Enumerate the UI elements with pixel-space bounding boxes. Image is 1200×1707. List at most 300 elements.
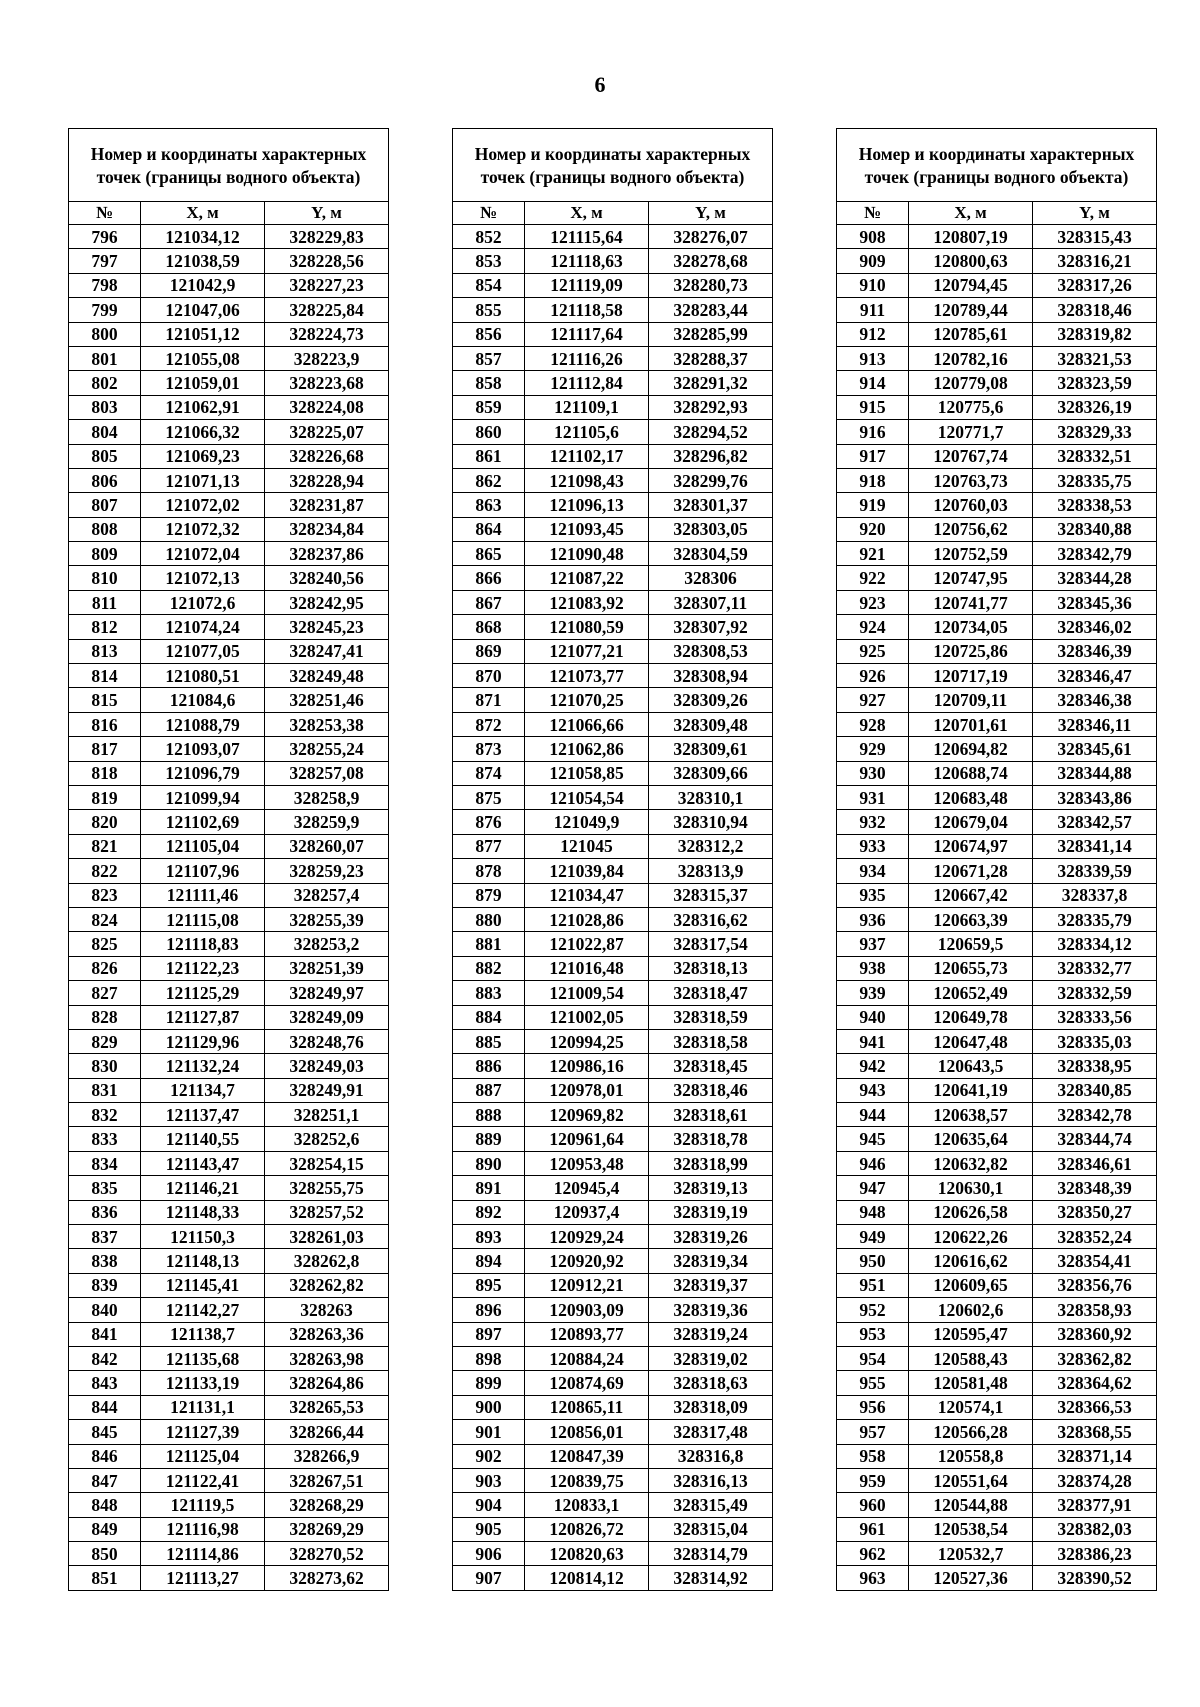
point-number-cell: 912	[837, 322, 909, 346]
table-row	[69, 615, 389, 639]
x-coordinate-cell: 120671,28	[909, 859, 1033, 883]
x-coordinate-cell: 120616,62	[909, 1249, 1033, 1273]
x-coordinate-cell: 121145,41	[141, 1273, 265, 1297]
point-number-cell: 845	[69, 1420, 141, 1444]
y-coordinate-cell: 328318,63	[649, 1371, 773, 1395]
table-row	[453, 1176, 773, 1200]
y-coordinate-cell: 328312,2	[649, 834, 773, 858]
x-coordinate-cell: 120884,24	[525, 1346, 649, 1370]
x-coordinate-cell: 121028,86	[525, 907, 649, 931]
y-coordinate-cell: 328225,84	[265, 298, 389, 322]
table-row	[837, 1273, 1157, 1297]
x-coordinate-cell: 121047,06	[141, 298, 265, 322]
y-coordinate-cell: 328255,24	[265, 737, 389, 761]
x-coordinate-cell: 121045	[525, 834, 649, 858]
y-coordinate-cell: 328308,53	[649, 639, 773, 663]
x-coordinate-cell: 121131,1	[141, 1395, 265, 1419]
point-number-cell: 949	[837, 1225, 909, 1249]
x-coordinate-cell: 121127,39	[141, 1420, 265, 1444]
x-coordinate-cell: 121099,94	[141, 785, 265, 809]
table-row	[69, 1566, 389, 1590]
table-row	[837, 932, 1157, 956]
x-coordinate-cell: 121140,55	[141, 1127, 265, 1151]
table-row	[837, 1029, 1157, 1053]
point-number-cell: 922	[837, 566, 909, 590]
table-row	[69, 639, 389, 663]
x-coordinate-cell: 120953,48	[525, 1151, 649, 1175]
y-coordinate-cell: 328225,07	[265, 420, 389, 444]
point-number-cell: 921	[837, 542, 909, 566]
table-row	[69, 1127, 389, 1151]
x-coordinate-cell: 121102,69	[141, 810, 265, 834]
table-row	[837, 712, 1157, 736]
x-coordinate-cell: 121069,23	[141, 444, 265, 468]
y-coordinate-cell: 328345,61	[1033, 737, 1157, 761]
x-coordinate-cell: 121072,02	[141, 493, 265, 517]
x-coordinate-cell: 120532,7	[909, 1542, 1033, 1566]
coordinates-table-2	[452, 128, 773, 1591]
x-coordinate-cell: 121146,21	[141, 1176, 265, 1200]
y-coordinate-cell: 328291,32	[649, 371, 773, 395]
y-coordinate-cell: 328313,9	[649, 859, 773, 883]
table-body	[453, 225, 773, 1591]
x-coordinate-cell: 120688,74	[909, 761, 1033, 785]
table-row	[837, 883, 1157, 907]
table-row	[453, 225, 773, 249]
point-number-cell: 939	[837, 981, 909, 1005]
x-coordinate-cell: 120937,4	[525, 1200, 649, 1224]
y-coordinate-cell: 328318,09	[649, 1395, 773, 1419]
y-coordinate-cell: 328332,59	[1033, 981, 1157, 1005]
x-coordinate-cell: 120833,1	[525, 1493, 649, 1517]
point-number-cell: 808	[69, 517, 141, 541]
point-number-cell: 882	[453, 956, 525, 980]
x-coordinate-cell: 120839,75	[525, 1468, 649, 1492]
table-row	[837, 1468, 1157, 1492]
y-coordinate-cell: 328259,23	[265, 859, 389, 883]
y-coordinate-cell: 328276,07	[649, 225, 773, 249]
table-row	[453, 1200, 773, 1224]
x-coordinate-cell: 121042,9	[141, 273, 265, 297]
point-number-cell: 948	[837, 1200, 909, 1224]
point-number-cell: 880	[453, 907, 525, 931]
table-row	[69, 1029, 389, 1053]
point-number-cell: 897	[453, 1322, 525, 1346]
x-coordinate-cell: 120820,63	[525, 1542, 649, 1566]
point-number-cell: 913	[837, 346, 909, 370]
point-number-cell: 954	[837, 1346, 909, 1370]
table-row	[837, 1395, 1157, 1419]
point-number-cell: 943	[837, 1078, 909, 1102]
point-number-cell: 885	[453, 1029, 525, 1053]
point-number-cell: 893	[453, 1225, 525, 1249]
y-coordinate-cell: 328237,86	[265, 542, 389, 566]
y-coordinate-cell: 328253,38	[265, 712, 389, 736]
x-coordinate-cell: 120789,44	[909, 298, 1033, 322]
x-coordinate-cell: 121118,58	[525, 298, 649, 322]
table-row	[69, 907, 389, 931]
x-coordinate-cell: 120771,7	[909, 420, 1033, 444]
table-row	[453, 1468, 773, 1492]
point-number-cell: 799	[69, 298, 141, 322]
table-row	[69, 1151, 389, 1175]
table-row	[453, 1273, 773, 1297]
point-number-cell: 908	[837, 225, 909, 249]
table-row	[69, 956, 389, 980]
x-coordinate-cell: 120527,36	[909, 1566, 1033, 1590]
point-number-cell: 821	[69, 834, 141, 858]
table-row	[69, 932, 389, 956]
point-number-cell: 852	[453, 225, 525, 249]
table-row	[69, 1176, 389, 1200]
y-coordinate-cell: 328318,13	[649, 956, 773, 980]
x-coordinate-cell: 121058,85	[525, 761, 649, 785]
table-row	[69, 712, 389, 736]
table-row	[453, 810, 773, 834]
y-coordinate-cell: 328346,02	[1033, 615, 1157, 639]
point-number-cell: 823	[69, 883, 141, 907]
point-number-cell: 927	[837, 688, 909, 712]
x-coordinate-cell: 121133,19	[141, 1371, 265, 1395]
point-number-cell: 887	[453, 1078, 525, 1102]
x-coordinate-cell: 120647,48	[909, 1029, 1033, 1053]
y-coordinate-cell: 328333,56	[1033, 1005, 1157, 1029]
table-row	[453, 932, 773, 956]
x-coordinate-cell: 121119,09	[525, 273, 649, 297]
y-coordinate-cell: 328249,91	[265, 1078, 389, 1102]
y-coordinate-cell: 328337,8	[1033, 883, 1157, 907]
point-number-cell: 928	[837, 712, 909, 736]
x-coordinate-cell: 120814,12	[525, 1566, 649, 1590]
table-row	[837, 517, 1157, 541]
point-number-cell: 942	[837, 1054, 909, 1078]
point-number-cell: 824	[69, 907, 141, 931]
point-number-cell: 950	[837, 1249, 909, 1273]
x-coordinate-cell: 120632,82	[909, 1151, 1033, 1175]
table-row	[69, 1078, 389, 1102]
y-coordinate-cell: 328249,03	[265, 1054, 389, 1078]
point-number-cell: 833	[69, 1127, 141, 1151]
table-row	[453, 1298, 773, 1322]
y-coordinate-cell: 328352,24	[1033, 1225, 1157, 1249]
y-coordinate-cell: 328321,53	[1033, 346, 1157, 370]
point-number-cell: 815	[69, 688, 141, 712]
x-coordinate-cell: 120558,8	[909, 1444, 1033, 1468]
y-coordinate-cell: 328332,51	[1033, 444, 1157, 468]
table-row	[69, 273, 389, 297]
y-coordinate-cell: 328319,34	[649, 1249, 773, 1273]
x-coordinate-cell: 121102,17	[525, 444, 649, 468]
x-coordinate-cell: 121077,05	[141, 639, 265, 663]
table-row	[453, 1371, 773, 1395]
y-coordinate-cell: 328253,2	[265, 932, 389, 956]
x-coordinate-cell: 120800,63	[909, 249, 1033, 273]
y-coordinate-cell: 328346,61	[1033, 1151, 1157, 1175]
point-number-cell: 919	[837, 493, 909, 517]
x-coordinate-cell: 120701,61	[909, 712, 1033, 736]
table-row	[837, 1176, 1157, 1200]
point-number-cell: 941	[837, 1029, 909, 1053]
table-row	[69, 1493, 389, 1517]
point-number-cell: 958	[837, 1444, 909, 1468]
x-coordinate-cell: 121116,98	[141, 1517, 265, 1541]
point-number-cell: 853	[453, 249, 525, 273]
point-number-cell: 877	[453, 834, 525, 858]
table-row	[453, 371, 773, 395]
x-coordinate-cell: 121072,04	[141, 542, 265, 566]
y-coordinate-cell: 328314,92	[649, 1566, 773, 1590]
point-number-cell: 910	[837, 273, 909, 297]
y-coordinate-cell: 328382,03	[1033, 1517, 1157, 1541]
x-coordinate-cell: 121112,84	[525, 371, 649, 395]
y-coordinate-cell: 328308,94	[649, 664, 773, 688]
x-coordinate-cell: 120785,61	[909, 322, 1033, 346]
x-coordinate-cell: 121080,51	[141, 664, 265, 688]
table-row	[453, 322, 773, 346]
x-coordinate-cell: 121077,21	[525, 639, 649, 663]
table-row	[837, 1493, 1157, 1517]
point-number-cell: 961	[837, 1517, 909, 1541]
column-header-x: X, м	[909, 202, 1033, 225]
y-coordinate-cell: 328318,46	[649, 1078, 773, 1102]
y-coordinate-cell: 328254,15	[265, 1151, 389, 1175]
point-number-cell: 889	[453, 1127, 525, 1151]
x-coordinate-cell: 120779,08	[909, 371, 1033, 395]
table-row	[453, 1517, 773, 1541]
point-number-cell: 962	[837, 1542, 909, 1566]
table-row	[837, 1127, 1157, 1151]
table-row	[837, 346, 1157, 370]
point-number-cell: 906	[453, 1542, 525, 1566]
table-row	[837, 468, 1157, 492]
x-coordinate-cell: 121150,3	[141, 1225, 265, 1249]
x-coordinate-cell: 120667,42	[909, 883, 1033, 907]
x-coordinate-cell: 120643,5	[909, 1054, 1033, 1078]
x-coordinate-cell: 121111,46	[141, 883, 265, 907]
point-number-cell: 944	[837, 1103, 909, 1127]
table-row	[453, 542, 773, 566]
x-coordinate-cell: 120581,48	[909, 1371, 1033, 1395]
y-coordinate-cell: 328251,46	[265, 688, 389, 712]
point-number-cell: 866	[453, 566, 525, 590]
table-row	[837, 834, 1157, 858]
table-row	[837, 371, 1157, 395]
y-coordinate-cell: 328319,24	[649, 1322, 773, 1346]
x-coordinate-cell: 120655,73	[909, 956, 1033, 980]
table-header-title: Номер и координаты характерных точек (границы водного объекта)	[837, 129, 1157, 202]
y-coordinate-cell: 328342,57	[1033, 810, 1157, 834]
x-coordinate-cell: 120807,19	[909, 225, 1033, 249]
y-coordinate-cell: 328319,82	[1033, 322, 1157, 346]
x-coordinate-cell: 120538,54	[909, 1517, 1033, 1541]
table-row	[837, 444, 1157, 468]
point-number-cell: 801	[69, 346, 141, 370]
y-coordinate-cell: 328307,11	[649, 590, 773, 614]
table-row	[69, 1468, 389, 1492]
y-coordinate-cell: 328257,52	[265, 1200, 389, 1224]
point-number-cell: 848	[69, 1493, 141, 1517]
table-row	[453, 1078, 773, 1102]
y-coordinate-cell: 328341,14	[1033, 834, 1157, 858]
point-number-cell: 842	[69, 1346, 141, 1370]
point-number-cell: 851	[69, 1566, 141, 1590]
point-number-cell: 863	[453, 493, 525, 517]
x-coordinate-cell: 121066,32	[141, 420, 265, 444]
x-coordinate-cell: 120826,72	[525, 1517, 649, 1541]
point-number-cell: 837	[69, 1225, 141, 1249]
table-row	[453, 981, 773, 1005]
y-coordinate-cell: 328346,39	[1033, 639, 1157, 663]
point-number-cell: 850	[69, 1542, 141, 1566]
point-number-cell: 847	[69, 1468, 141, 1492]
y-coordinate-cell: 328319,26	[649, 1225, 773, 1249]
table-row	[837, 810, 1157, 834]
table-row	[69, 761, 389, 785]
y-coordinate-cell: 328386,23	[1033, 1542, 1157, 1566]
y-coordinate-cell: 328292,93	[649, 395, 773, 419]
column-header-y: Y, м	[1033, 202, 1157, 225]
y-coordinate-cell: 328315,04	[649, 1517, 773, 1541]
column-header-number: №	[837, 202, 909, 225]
table-row	[69, 1420, 389, 1444]
point-number-cell: 881	[453, 932, 525, 956]
y-coordinate-cell: 328318,99	[649, 1151, 773, 1175]
point-number-cell: 822	[69, 859, 141, 883]
table-row	[453, 1346, 773, 1370]
table-row	[837, 981, 1157, 1005]
x-coordinate-cell: 121049,9	[525, 810, 649, 834]
table-row	[69, 1322, 389, 1346]
table-row	[453, 493, 773, 517]
y-coordinate-cell: 328273,62	[265, 1566, 389, 1590]
table-row	[69, 1395, 389, 1419]
x-coordinate-cell: 121129,96	[141, 1029, 265, 1053]
point-number-cell: 839	[69, 1273, 141, 1297]
coordinates-table-1	[68, 128, 389, 1591]
y-coordinate-cell: 328315,49	[649, 1493, 773, 1517]
point-number-cell: 920	[837, 517, 909, 541]
table-row	[69, 444, 389, 468]
table-row	[69, 346, 389, 370]
point-number-cell: 886	[453, 1054, 525, 1078]
y-coordinate-cell: 328262,8	[265, 1249, 389, 1273]
table-row	[453, 420, 773, 444]
y-coordinate-cell: 328257,4	[265, 883, 389, 907]
point-number-cell: 832	[69, 1103, 141, 1127]
table-row	[69, 1249, 389, 1273]
table-row	[69, 468, 389, 492]
y-coordinate-cell: 328285,99	[649, 322, 773, 346]
table-row	[453, 1420, 773, 1444]
point-number-cell: 904	[453, 1493, 525, 1517]
x-coordinate-cell: 120566,28	[909, 1420, 1033, 1444]
x-coordinate-cell: 121059,01	[141, 371, 265, 395]
table-row	[453, 1322, 773, 1346]
y-coordinate-cell: 328228,56	[265, 249, 389, 273]
point-number-cell: 914	[837, 371, 909, 395]
table-row	[69, 590, 389, 614]
point-number-cell: 951	[837, 1273, 909, 1297]
y-coordinate-cell: 328252,6	[265, 1127, 389, 1151]
y-coordinate-cell: 328249,97	[265, 981, 389, 1005]
point-number-cell: 917	[837, 444, 909, 468]
table-row	[453, 395, 773, 419]
point-number-cell: 807	[69, 493, 141, 517]
y-coordinate-cell: 328335,03	[1033, 1029, 1157, 1053]
x-coordinate-cell: 120626,58	[909, 1200, 1033, 1224]
table-row	[837, 1346, 1157, 1370]
y-coordinate-cell: 328368,55	[1033, 1420, 1157, 1444]
point-number-cell: 933	[837, 834, 909, 858]
table-row	[69, 225, 389, 249]
x-coordinate-cell: 120595,47	[909, 1322, 1033, 1346]
x-coordinate-cell: 120978,01	[525, 1078, 649, 1102]
x-coordinate-cell: 121117,64	[525, 322, 649, 346]
x-coordinate-cell: 121084,6	[141, 688, 265, 712]
x-coordinate-cell: 120641,19	[909, 1078, 1033, 1102]
y-coordinate-cell: 328266,44	[265, 1420, 389, 1444]
point-number-cell: 838	[69, 1249, 141, 1273]
table-row	[837, 493, 1157, 517]
point-number-cell: 947	[837, 1176, 909, 1200]
point-number-cell: 937	[837, 932, 909, 956]
point-number-cell: 830	[69, 1054, 141, 1078]
y-coordinate-cell: 328317,54	[649, 932, 773, 956]
y-coordinate-cell: 328234,84	[265, 517, 389, 541]
y-coordinate-cell: 328309,48	[649, 712, 773, 736]
y-coordinate-cell: 328364,62	[1033, 1371, 1157, 1395]
point-number-cell: 896	[453, 1298, 525, 1322]
point-number-cell: 836	[69, 1200, 141, 1224]
table-row	[69, 1103, 389, 1127]
table-row	[69, 664, 389, 688]
x-coordinate-cell: 120961,64	[525, 1127, 649, 1151]
column-header-y: Y, м	[265, 202, 389, 225]
y-coordinate-cell: 328318,47	[649, 981, 773, 1005]
y-coordinate-cell: 328360,92	[1033, 1322, 1157, 1346]
point-number-cell: 803	[69, 395, 141, 419]
x-coordinate-cell: 121116,26	[525, 346, 649, 370]
x-coordinate-cell: 120782,16	[909, 346, 1033, 370]
point-number-cell: 883	[453, 981, 525, 1005]
table-row	[837, 1005, 1157, 1029]
y-coordinate-cell: 328390,52	[1033, 1566, 1157, 1590]
x-coordinate-cell: 120622,26	[909, 1225, 1033, 1249]
point-number-cell: 818	[69, 761, 141, 785]
x-coordinate-cell: 121051,12	[141, 322, 265, 346]
table-row	[69, 517, 389, 541]
x-coordinate-cell: 120903,09	[525, 1298, 649, 1322]
table-row	[837, 225, 1157, 249]
x-coordinate-cell: 120630,1	[909, 1176, 1033, 1200]
x-coordinate-cell: 120734,05	[909, 615, 1033, 639]
point-number-cell: 834	[69, 1151, 141, 1175]
point-number-cell: 888	[453, 1103, 525, 1127]
point-number-cell: 924	[837, 615, 909, 639]
x-coordinate-cell: 121135,68	[141, 1346, 265, 1370]
x-coordinate-cell: 120763,73	[909, 468, 1033, 492]
y-coordinate-cell: 328346,11	[1033, 712, 1157, 736]
table-row	[69, 1346, 389, 1370]
table-row	[453, 712, 773, 736]
table-row	[69, 1517, 389, 1541]
y-coordinate-cell: 328247,41	[265, 639, 389, 663]
x-coordinate-cell: 120794,45	[909, 273, 1033, 297]
x-coordinate-cell: 121122,41	[141, 1468, 265, 1492]
point-number-cell: 810	[69, 566, 141, 590]
table-row	[453, 1225, 773, 1249]
y-coordinate-cell: 328317,48	[649, 1420, 773, 1444]
